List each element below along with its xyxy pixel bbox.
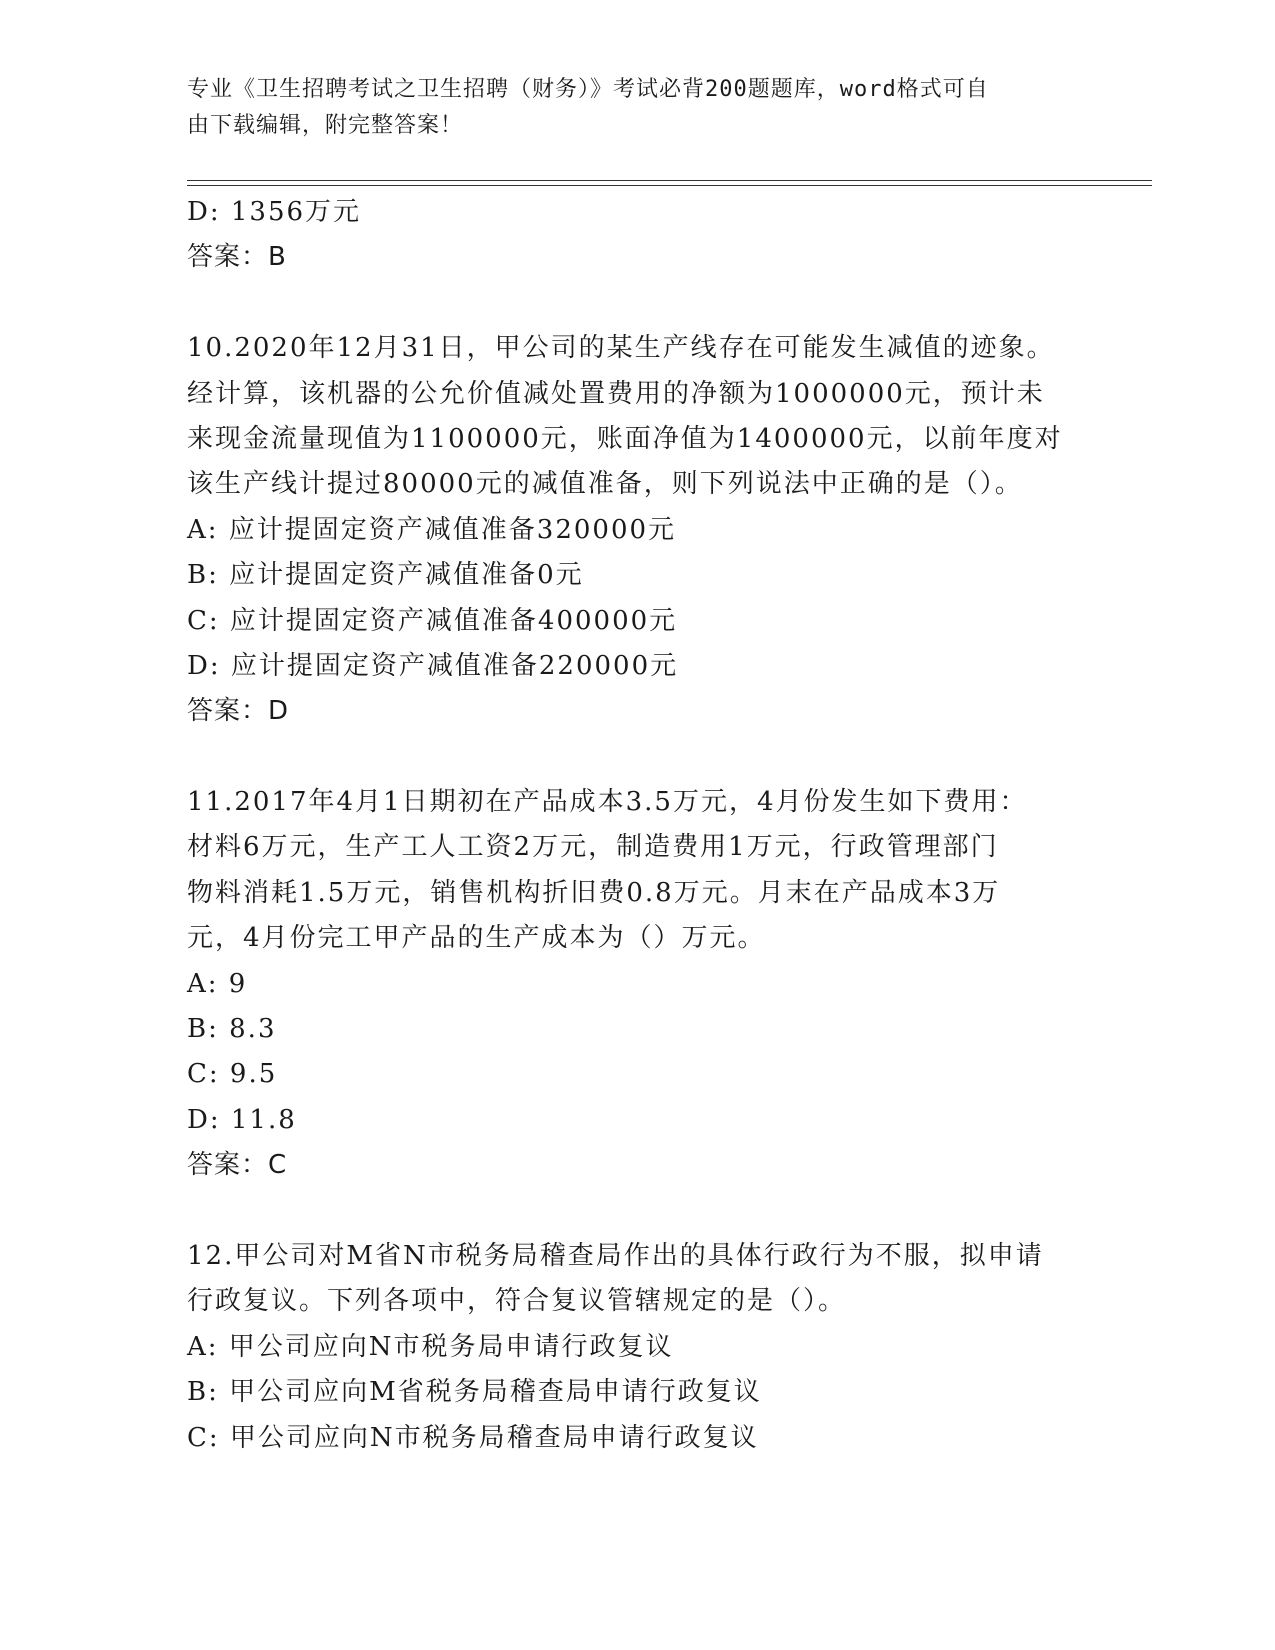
previous-question-tail [187,190,1087,281]
page-header [187,72,1067,144]
spacer [187,735,1087,780]
option-d: D: 1356万元 [187,197,362,227]
option-b: B: 8.3 [187,1014,277,1045]
option-d: D: 应计提固定资产减值准备220000元 [187,650,679,681]
option-a: A: 应计提固定资产减值准备320000元 [187,514,677,545]
question-text-line: 元，4月份完工甲产品的生产成本为（）万元。 [187,923,766,954]
spacer [187,1189,1087,1234]
option-c: C: 甲公司应向N市税务局稽查局申请行政复议 [187,1422,759,1453]
question-10 [187,326,1087,735]
answer-line: 答案：B [187,242,287,273]
question-text-line: 行政复议。下列各项中，符合复议管辖规定的是（）。 [187,1286,847,1317]
option-c: C: 9.5 [187,1059,278,1090]
header-divider-bottom [187,185,1152,186]
question-text-line: 来现金流量现值为1100000元，账面净值为1400000元，以前年度对 [187,423,1063,454]
answer-line: 答案：C [187,1150,288,1181]
answer-line: 答案：D [187,696,290,727]
option-c: C: 应计提固定资产减值准备400000元 [187,605,678,636]
header-title-line-1: 专业《卫生招聘考试之卫生招聘（财务）》考试必背200题题库，word格式可自 [187,77,989,102]
option-a: A: 9 [187,968,248,999]
header-divider-top [187,180,1152,181]
question-text-line: 物料消耗1.5万元，销售机构折旧费0.8万元。月末在产品成本3万 [187,877,1001,908]
question-text-line: 12.甲公司对M省N市税务局稽查局作出的具体行政行为不服，拟申请 [187,1240,1044,1271]
spacer [187,281,1087,326]
question-text-line: 11.2017年4月1日期初在产品成本3.5万元，4月份发生如下费用： [187,787,1028,818]
option-b: B: 应计提固定资产减值准备0元 [187,560,584,591]
option-d: D: 11.8 [187,1104,297,1135]
document-body [187,190,1087,1461]
question-text-line: 经计算，该机器的公允价值减处置费用的净额为1000000元，预计未 [187,378,1045,409]
question-text-line: 10.2020年12月31日，甲公司的某生产线存在可能发生减值的迹象。 [187,333,1055,364]
question-11 [187,780,1087,1189]
question-12 [187,1234,1087,1461]
question-text-line: 该生产线计提过80000元的减值准备，则下列说法中正确的是（）。 [187,469,1023,500]
option-a: A: 甲公司应向N市税务局申请行政复议 [187,1331,674,1362]
header-title-line-2: 由下载编辑，附完整答案！ [187,113,464,138]
option-b: B: 甲公司应向M省税务局稽查局申请行政复议 [187,1377,762,1408]
question-text-line: 材料6万元，生产工人工资2万元，制造费用1万元，行政管理部门 [187,832,999,863]
